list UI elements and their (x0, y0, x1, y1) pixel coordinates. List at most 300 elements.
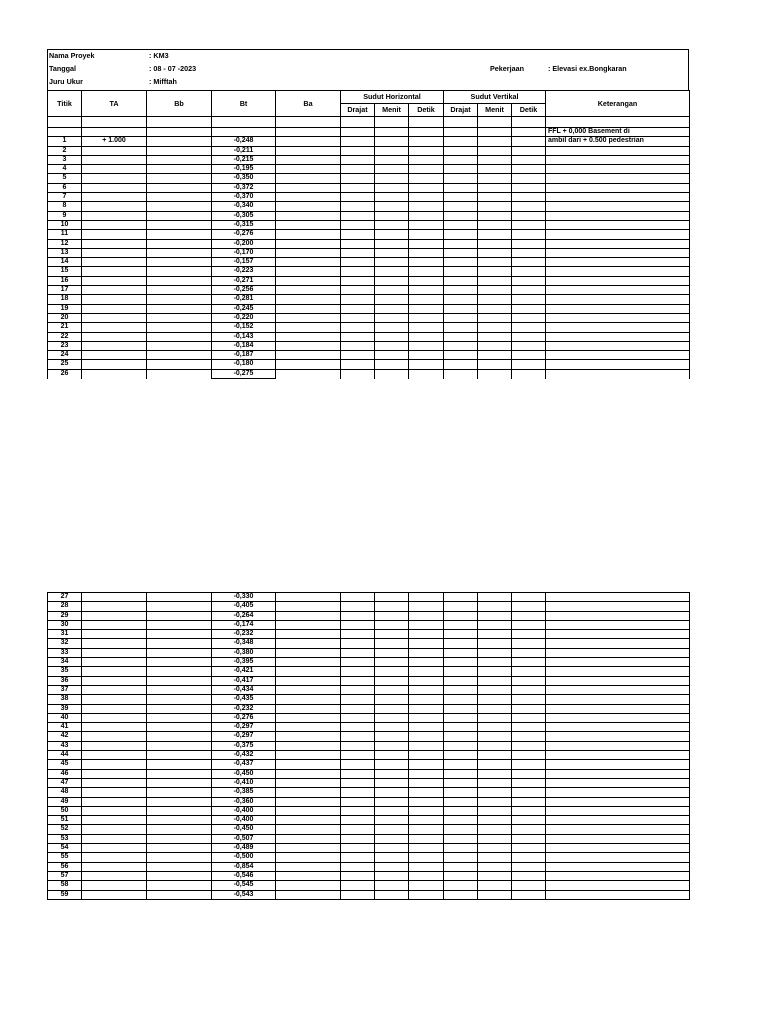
cell-titik: 20 (48, 313, 82, 322)
cell-bt: -0,435 (212, 695, 276, 704)
cell-ket (546, 806, 690, 815)
cell-ba (276, 695, 341, 704)
cell-ba (276, 165, 341, 174)
cell-hs (409, 769, 444, 778)
cell-ta (82, 658, 147, 667)
cell-bt: -0,385 (212, 788, 276, 797)
cell-vd (444, 732, 478, 741)
cell-hd (341, 230, 375, 239)
table-row-spacer (48, 117, 690, 128)
cell-ket (546, 146, 690, 155)
cell-vd (444, 685, 478, 694)
cell-vm (478, 360, 512, 369)
cell-bb (147, 797, 212, 806)
cell-ba (276, 844, 341, 853)
cell-hm (375, 881, 409, 890)
cell-vd (444, 723, 478, 732)
table-row (48, 230, 690, 239)
cell-ba (276, 648, 341, 657)
col-horizontal: Sudut Horizontal (341, 91, 444, 104)
cell-vm (478, 267, 512, 276)
cell-hm (375, 258, 409, 267)
cell-vd (444, 602, 478, 611)
cell-hs (409, 267, 444, 276)
cell-ket (546, 602, 690, 611)
cell-vd (444, 295, 478, 304)
cell-vs (512, 825, 546, 834)
cell-vm (478, 620, 512, 629)
cell-ta (82, 323, 147, 332)
cell-vd (444, 788, 478, 797)
cell-vd (444, 286, 478, 295)
cell-bt: -0,315 (212, 220, 276, 229)
cell-bb (147, 862, 212, 871)
cell-hd (341, 797, 375, 806)
cell-vs (512, 685, 546, 694)
cell-hs (409, 760, 444, 769)
cell-hm (375, 211, 409, 220)
cell-hs (409, 155, 444, 164)
cell-vs (512, 732, 546, 741)
cell-hm (375, 806, 409, 815)
cell-vd (444, 704, 478, 713)
cell-hs (409, 341, 444, 350)
table-row (48, 778, 690, 787)
cell-titik: 36 (48, 676, 82, 685)
cell-bt: -0,500 (212, 853, 276, 862)
cell-hs (409, 890, 444, 899)
cell-ket (546, 741, 690, 750)
table-row (48, 890, 690, 899)
cell-ket (546, 844, 690, 853)
table-row (48, 871, 690, 880)
cell-vs (512, 667, 546, 676)
cell-hd (341, 751, 375, 760)
cell-bb (147, 239, 212, 248)
cell-vs (512, 165, 546, 174)
cell-ba (276, 220, 341, 229)
cell-hs (409, 193, 444, 202)
col-ta: TA (82, 91, 147, 117)
cell-ket (546, 704, 690, 713)
cell-ket (546, 211, 690, 220)
cell-hm (375, 890, 409, 899)
cell-hs (409, 658, 444, 667)
table-row (48, 862, 690, 871)
cell-hm (375, 658, 409, 667)
cell-ba (276, 258, 341, 267)
cell-hd (341, 369, 375, 378)
cell-ket (546, 630, 690, 639)
cell-hs (409, 751, 444, 760)
cell-bt: -0,543 (212, 890, 276, 899)
cell-ba (276, 313, 341, 322)
cell-bt: -0,271 (212, 276, 276, 285)
cell-hd (341, 871, 375, 880)
cell-titik: 11 (48, 230, 82, 239)
cell-bt: -0,297 (212, 732, 276, 741)
cell-hs (409, 648, 444, 657)
cell-bb (147, 881, 212, 890)
cell-hm (375, 360, 409, 369)
cell-hd (341, 732, 375, 741)
cell-bb (147, 825, 212, 834)
cell-vm (478, 806, 512, 815)
cell-vm (478, 881, 512, 890)
cell-titik: 19 (48, 304, 82, 313)
cell-vd (444, 248, 478, 257)
table-row (48, 323, 690, 332)
table-row (48, 165, 690, 174)
cell-ta (82, 593, 147, 602)
cell-ba (276, 295, 341, 304)
cell-titik: 54 (48, 844, 82, 853)
cell-titik: 13 (48, 248, 82, 257)
cell-ba (276, 183, 341, 192)
cell-hd (341, 332, 375, 341)
cell-hd (341, 258, 375, 267)
table-row (48, 704, 690, 713)
table-row (48, 639, 690, 648)
cell-vs (512, 239, 546, 248)
cell-hm (375, 276, 409, 285)
cell-hm (375, 769, 409, 778)
cell-ba (276, 760, 341, 769)
cell-ket (546, 286, 690, 295)
cell-vd (444, 239, 478, 248)
cell-hm (375, 202, 409, 211)
cell-vd (444, 258, 478, 267)
cell-vd (444, 351, 478, 360)
cell-vm (478, 778, 512, 787)
cell-hs (409, 778, 444, 787)
cell-hs (409, 602, 444, 611)
cell-vd (444, 890, 478, 899)
cell-hs (409, 239, 444, 248)
table-row (48, 648, 690, 657)
cell-titik: 40 (48, 713, 82, 722)
cell-hd (341, 704, 375, 713)
cell-vd (444, 853, 478, 862)
cell-hd (341, 769, 375, 778)
cell-vs (512, 658, 546, 667)
cell-ket (546, 620, 690, 629)
cell-vd (444, 658, 478, 667)
cell-bt: -0,256 (212, 286, 276, 295)
cell-bt: -0,264 (212, 611, 276, 620)
cell-hs (409, 862, 444, 871)
cell-vd (444, 369, 478, 378)
cell-vm (478, 286, 512, 295)
cell-bb (147, 230, 212, 239)
cell-ba (276, 769, 341, 778)
cell-ba (276, 816, 341, 825)
cell-ba (276, 323, 341, 332)
cell-ta (82, 732, 147, 741)
table-row (48, 816, 690, 825)
cell-titik: 42 (48, 732, 82, 741)
cell-ta (82, 806, 147, 815)
cell-ta (82, 611, 147, 620)
cell-titik: 17 (48, 286, 82, 295)
table-row (48, 593, 690, 602)
table-row (48, 295, 690, 304)
cell-vs (512, 369, 546, 378)
cell-ba (276, 853, 341, 862)
cell-ket (546, 174, 690, 183)
cell-bt: -0,545 (212, 881, 276, 890)
cell-titik: 25 (48, 360, 82, 369)
cell-bb (147, 778, 212, 787)
cell-bb (147, 165, 212, 174)
cell-bb (147, 648, 212, 657)
cell-hm (375, 137, 409, 146)
cell-titik: 28 (48, 602, 82, 611)
cell-vd (444, 267, 478, 276)
cell-bt: -0,340 (212, 202, 276, 211)
cell-ket (546, 230, 690, 239)
cell-ba (276, 658, 341, 667)
cell-hs (409, 360, 444, 369)
cell-vm (478, 667, 512, 676)
cell-vd (444, 834, 478, 843)
cell-ba (276, 230, 341, 239)
cell-bt: -0,275 (212, 369, 276, 378)
cell-bt: -0,489 (212, 844, 276, 853)
cell-ba (276, 713, 341, 722)
cell-hd (341, 741, 375, 750)
cell-bb (147, 332, 212, 341)
cell-vm (478, 760, 512, 769)
cell-bt: -0,232 (212, 630, 276, 639)
cell-ket (546, 732, 690, 741)
cell-hs (409, 788, 444, 797)
cell-hs (409, 806, 444, 815)
cell-vs (512, 788, 546, 797)
cell-ket (546, 258, 690, 267)
cell-hm (375, 220, 409, 229)
cell-ta (82, 639, 147, 648)
table-row (48, 611, 690, 620)
table-row (48, 332, 690, 341)
cell-ba (276, 825, 341, 834)
cell-ta (82, 769, 147, 778)
cell-bt: -0,421 (212, 667, 276, 676)
cell-titik: 24 (48, 351, 82, 360)
cell-ba (276, 797, 341, 806)
cell-hs (409, 732, 444, 741)
cell-titik: 2 (48, 146, 82, 155)
table-row (48, 239, 690, 248)
cell-bt: -0,215 (212, 155, 276, 164)
cell-bt: -0,157 (212, 258, 276, 267)
date-label: Tanggal (49, 64, 77, 73)
cell-vm (478, 825, 512, 834)
cell-ket (546, 825, 690, 834)
cell-vd (444, 202, 478, 211)
cell-ket (546, 685, 690, 694)
table-row (48, 685, 690, 694)
cell-vd (444, 304, 478, 313)
cell-hm (375, 751, 409, 760)
cell-hm (375, 695, 409, 704)
cell-hs (409, 741, 444, 750)
cell-bt: -0,152 (212, 323, 276, 332)
table-row (48, 304, 690, 313)
table-row (48, 602, 690, 611)
cell-ta (82, 165, 147, 174)
cell-ba (276, 360, 341, 369)
cell-bb (147, 704, 212, 713)
cell-hd (341, 155, 375, 164)
cell-bt: -0,220 (212, 313, 276, 322)
cell-titik: 47 (48, 778, 82, 787)
cell-bt: -0,232 (212, 704, 276, 713)
cell-ta (82, 276, 147, 285)
cell-ta (82, 620, 147, 629)
cell-hs (409, 593, 444, 602)
cell-hd (341, 146, 375, 155)
cell-ta (82, 844, 147, 853)
cell-hm (375, 611, 409, 620)
cell-vd (444, 741, 478, 750)
cell-bt: -0,350 (212, 174, 276, 183)
cell-vm (478, 593, 512, 602)
cell-hd (341, 341, 375, 350)
cell-vs (512, 881, 546, 890)
table-row (48, 760, 690, 769)
cell-vs (512, 211, 546, 220)
cell-ba (276, 211, 341, 220)
cell-vs (512, 760, 546, 769)
cell-hm (375, 183, 409, 192)
cell-hm (375, 341, 409, 350)
cell-bt: -0,223 (212, 267, 276, 276)
cell-titik: 23 (48, 341, 82, 350)
cell-hm (375, 788, 409, 797)
table-row (48, 881, 690, 890)
cell-hs (409, 797, 444, 806)
project-label: Nama Proyek (49, 51, 95, 60)
cell-ba (276, 620, 341, 629)
cell-vm (478, 853, 512, 862)
cell-ta (82, 332, 147, 341)
cell-ket (546, 248, 690, 257)
cell-titik: 33 (48, 648, 82, 657)
cell-ba (276, 267, 341, 276)
cell-vd (444, 806, 478, 815)
cell-hs (409, 630, 444, 639)
cell-hd (341, 723, 375, 732)
cell-hm (375, 620, 409, 629)
cell-vm (478, 193, 512, 202)
cell-hs (409, 853, 444, 862)
cell-hm (375, 760, 409, 769)
cell-ket (546, 267, 690, 276)
cell-bt: -0,200 (212, 239, 276, 248)
cell-bt: -0,372 (212, 183, 276, 192)
cell-bb (147, 341, 212, 350)
cell-vm (478, 713, 512, 722)
cell-hd (341, 304, 375, 313)
cell-titik: 58 (48, 881, 82, 890)
cell-hd (341, 685, 375, 694)
cell-titik: 29 (48, 611, 82, 620)
cell-hs (409, 667, 444, 676)
cell-vd (444, 323, 478, 332)
cell-ta (82, 630, 147, 639)
cell-hm (375, 825, 409, 834)
cell-hm (375, 834, 409, 843)
cell-ta (82, 602, 147, 611)
surveyor-label: Juru Ukur (49, 77, 83, 86)
cell-ba (276, 351, 341, 360)
cell-bt: -0,330 (212, 593, 276, 602)
cell-ket (546, 304, 690, 313)
cell-hd (341, 853, 375, 862)
cell-vd (444, 778, 478, 787)
cell-ta (82, 369, 147, 378)
cell-ba (276, 248, 341, 257)
cell-titik: 43 (48, 741, 82, 750)
cell-vm (478, 211, 512, 220)
cell-ket (546, 695, 690, 704)
cell-bt: -0,410 (212, 778, 276, 787)
table-row (48, 155, 690, 164)
cell-ta (82, 667, 147, 676)
cell-hm (375, 174, 409, 183)
cell-hd (341, 676, 375, 685)
cell-ta (82, 760, 147, 769)
col-vertical: Sudut Vertikal (444, 91, 546, 104)
cell-titik: 12 (48, 239, 82, 248)
cell-vd (444, 276, 478, 285)
cell-vm (478, 816, 512, 825)
cell-hd (341, 658, 375, 667)
table-row (48, 788, 690, 797)
cell-vm (478, 137, 512, 146)
cell-titik: 49 (48, 797, 82, 806)
cell-titik: 52 (48, 825, 82, 834)
cell-ba (276, 630, 341, 639)
cell-bt: -0,370 (212, 193, 276, 202)
cell-bb (147, 193, 212, 202)
cell-hd (341, 602, 375, 611)
cell-bb (147, 146, 212, 155)
cell-ta (82, 834, 147, 843)
cell-bb (147, 806, 212, 815)
cell-ba (276, 332, 341, 341)
col-bb: Bb (147, 91, 212, 117)
cell-ket (546, 351, 690, 360)
cell-vd (444, 825, 478, 834)
cell-hs (409, 620, 444, 629)
cell-ket (546, 676, 690, 685)
cell-titik: 37 (48, 685, 82, 694)
cell-bb (147, 313, 212, 322)
cell-bb (147, 276, 212, 285)
cell-ba (276, 193, 341, 202)
cell-hd (341, 667, 375, 676)
cell-hs (409, 351, 444, 360)
col-ba: Ba (276, 91, 341, 117)
cell-vs (512, 871, 546, 880)
cell-titik: 16 (48, 276, 82, 285)
cell-hs (409, 183, 444, 192)
cell-bt: -0,281 (212, 295, 276, 304)
cell-hm (375, 146, 409, 155)
cell-ba (276, 202, 341, 211)
